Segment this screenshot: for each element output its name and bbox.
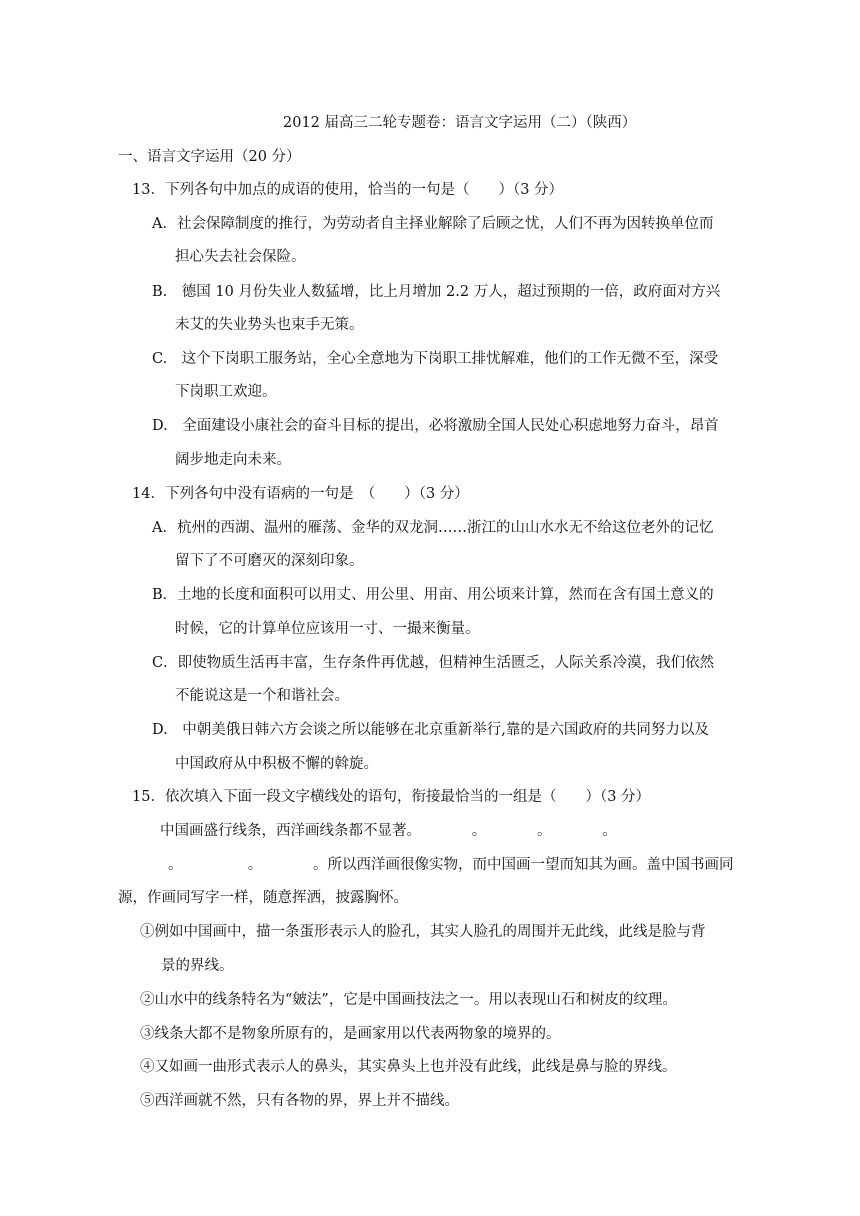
question-14-option-c-continuation: 不能说这是一个和谐社会。 [175, 688, 349, 704]
question-13-option-d: D. 全面建设小康社会的奋斗目标的提出，必将激励全国人民处心积虑地努力奋斗，昂首 [152, 418, 719, 434]
question-15-item-3: ③线条大都不是物象所原有的，是画家用以代表两物象的境界的。 [140, 1026, 561, 1042]
question-13-option-a: A．社会保障制度的推行，为劳动者自主择业解除了后顾之忧，人们不再为因转换单位而 [152, 216, 714, 232]
question-13-option-b-continuation: 未艾的失业势头也束手无策。 [175, 317, 364, 333]
question-15-item-4: ④又如画一曲形式表示人的鼻头，其实鼻头上也并没有此线，此线是鼻与脸的界线。 [140, 1059, 677, 1075]
question-13-option-b: B. 德国 10 月份失业人数猛增，比上月增加 2.2 万人，超过预期的一倍，政府面对方兴 [152, 284, 721, 300]
question-14-option-d: D. 中朝美俄日韩六方会谈之所以能够在北京重新举行,靠的是六国政府的共同努力以及 [152, 722, 709, 738]
question-15-item-5: ⑤西洋画就不然，只有各物的界，界上并不描线。 [140, 1093, 459, 1109]
question-14-option-d-continuation: 中国政府从中积极不懈的斡旋。 [175, 756, 378, 772]
question-14-option-b-continuation: 时候，它的计算单位应该用一寸、一撮来衡量。 [175, 621, 480, 637]
section-heading: 一、语言文字运用（20 分） [118, 149, 301, 165]
question-15-item-1: ①例如中国画中，描一条蛋形表示人的脸孔，其实人脸孔的周围并无此线，此线是脸与背 [140, 924, 706, 940]
question-14-option-c: C．即使物质生活再丰富，生存条件再优越，但精神生活匮乏，人际关系冷漠，我们依然 [152, 655, 715, 671]
question-14-option-b: B．土地的长度和面积可以用丈、用公里、用亩、用公顷来计算，然而在含有国土意义的 [152, 587, 714, 603]
question-14-option-a: A．杭州的西湖、温州的雁荡、金华的双龙洞……浙江的山山水水无不给这位老外的记忆 [152, 520, 714, 536]
question-13-stem: 13．下列各句中加点的成语的使用，恰当的一句是（ ）（3 分） [132, 182, 564, 198]
question-15-item-2: ②山水中的线条特名为“皴法”，它是中国画技法之一。用以表现山石和树皮的纹理。 [140, 992, 677, 1008]
question-13-option-c-continuation: 下岗职工欢迎。 [175, 384, 277, 400]
document-title: 2012 届高三二轮专题卷：语言文字运用（二）（陕西） [283, 115, 637, 131]
question-13-option-c: C. 这个下岗职工服务站，全心全意地为下岗职工排忧解难，他们的工作无微不至，深受 [152, 351, 719, 367]
question-15-passage-line-2: 。 。 。所以西洋画很像实物，而中国画一望而知其为画。盖中国书画同 [168, 857, 734, 873]
question-15-passage-line-1: 中国画盛行线条，西洋画线条都不显著。 。 。 。 [160, 823, 617, 839]
question-14-option-a-continuation: 留下了不可磨灭的深刻印象。 [175, 553, 364, 569]
question-15-item-1-continuation: 景的界线。 [161, 958, 234, 974]
question-13-option-d-continuation: 阔步地走向未来。 [175, 452, 291, 468]
question-14-stem: 14．下列各句中没有语病的一句是 （ ）（3 分） [132, 486, 469, 502]
question-15-stem: 15．依次填入下面一段文字横线处的语句，衔接最恰当的一组是（ ）（3 分） [132, 789, 651, 805]
question-13-option-a-continuation: 担心失去社会保险。 [175, 249, 306, 265]
question-15-passage-line-3: 源，作画同写字一样，随意挥洒，披露胸怀。 [118, 890, 408, 906]
